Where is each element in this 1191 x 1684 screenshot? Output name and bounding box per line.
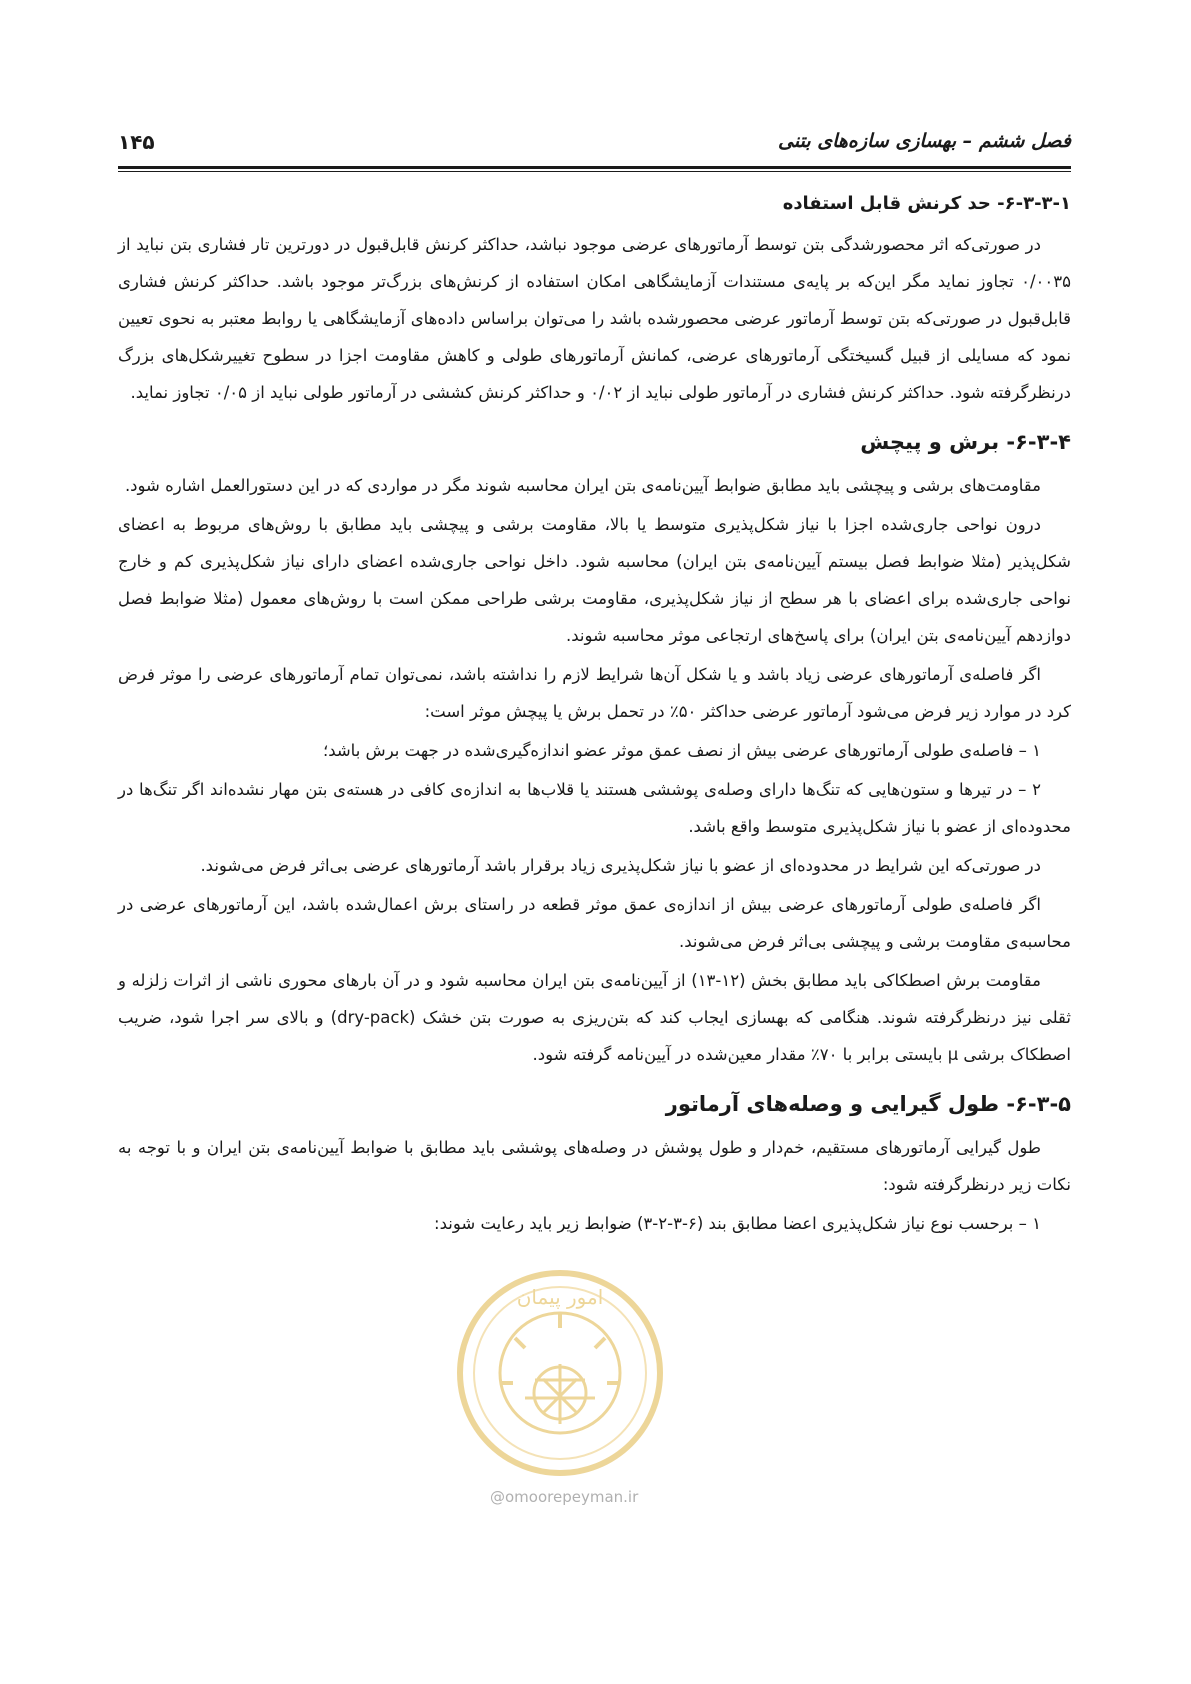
section-heading: ۶-۳-۴- برش و پیچش	[860, 430, 1071, 454]
section-development-length	[118, 1087, 1071, 1242]
paragraph: طول گیرایی آرماتورهای مستقیم، خم‌دار و طول پوشش در وصله‌های پوششی باید مطابق با ضوابط آیین‌نامه‌ی بتن ایران و با توجه به نکات زیر درنظرگرفته شود:	[118, 1138, 1071, 1194]
paragraph: در صورتی‌که اثر محصورشدگی بتن توسط آرماتورهای عرضی موجود نباشد، حداکثر کرنش قابل‌قبول در دورترین تار فشاری بتن نباید از ۰/۰۰۳۵ تجاوز نماید مگر این‌که بر پایه‌ی مستندات آزمایشگاهی امکان استفاده از کرنش‌های بزرگ‌تر موجود باشد. حداکثر کرنش فشاری قابل‌قبول در صورتی‌که بتن توسط آرماتور عرضی محصورشده باشد را می‌توان براساس داده‌های آزمایشگاهی یا روابط معتبر به نحوی تعیین نمود که مسایلی از قبیل گسیختگی آرماتورهای عرضی، کمانش آرماتورهای طولی و کاهش مقاومت اجزا در سطوح تغییرشکل‌های بزرگ درنظرگرفته شود. حداکثر کرنش فشاری در آرماتور طولی نباید از ۰/۰۲ و حداکثر کرنش کششی در آرماتور طولی نباید از ۰/۰۵ تجاوز نماید.	[118, 235, 1071, 402]
chapter-title: فصل ششم – بهسازی سازه‌های بتنی	[778, 130, 1071, 152]
header-divider	[118, 166, 1071, 169]
section-shear-torsion	[118, 425, 1071, 1073]
paragraph: اگر فاصله‌ی آرماتورهای عرضی زیاد باشد و یا شکل آن‌ها شرایط لازم را نداشته باشد، نمی‌توان تمام آرماتورهای عرضی را موثر فرض کرد در موارد زیر فرض می‌شود آرماتور عرضی حداکثر ۵۰٪ در تحمل برش یا پیچش موثر است:	[118, 665, 1071, 721]
section-heading: ۶-۳-۳-۱- حد کرنش قابل استفاده	[782, 193, 1071, 214]
section-strain-limit	[118, 188, 1071, 411]
list-item: ۱ – برحسب نوع نیاز شکل‌پذیری اعضا مطابق بند (۶-۳-۲-۳) ضوابط زیر باید رعایت شوند:	[434, 1214, 1041, 1233]
section-heading: ۶-۳-۵- طول گیرایی و وصله‌های آرماتور	[665, 1092, 1071, 1116]
watermark-url: @omoorepeyman.ir	[490, 1488, 639, 1506]
watermark-seal-text: امور پیمان	[516, 1285, 604, 1309]
page-number: ۱۴۵	[118, 130, 155, 154]
page-body	[118, 188, 1071, 1242]
paragraph: درون نواحی جاری‌شده اجزا با نیاز شکل‌پذیری متوسط یا بالا، مقاومت برشی و پیچشی باید مطابق با روش‌های مربوط به اعضای شکل‌پذیر (مثلا ضوابط فصل بیستم آیین‌نامه‌ی بتن ایران) محاسبه شود. داخل نواحی جاری‌شده اعضای دارای نیاز شکل‌پذیری کم و خارج نواحی جاری‌شده برای اعضای با هر سطح از نیاز شکل‌پذیری، مقاومت برشی طراحی ممکن است با روش‌های معمول (مثلا ضوابط فصل دوازدهم آیین‌نامه‌ی بتن ایران) برای پاسخ‌های ارتجاعی موثر محاسبه شوند.	[118, 515, 1071, 645]
watermark-seal-icon	[455, 1268, 665, 1478]
page-header	[118, 124, 1071, 164]
paragraph: در صورتی‌که این شرایط در محدوده‌ای از عضو با نیاز شکل‌پذیری زیاد برقرار باشد آرماتورهای عرضی بی‌اثر فرض می‌شوند.	[200, 856, 1041, 875]
paragraph: مقاومت‌های برشی و پیچشی باید مطابق ضوابط آیین‌نامه‌ی بتن ایران محاسبه شوند مگر در مواردی که در این دستورالعمل اشاره شود.	[124, 476, 1041, 495]
list-item: ۱ – فاصله‌ی طولی آرماتورهای عرضی بیش از نصف عمق موثر عضو اندازه‌گیری‌شده در جهت برش باشد؛	[322, 741, 1041, 760]
list-item: ۲ – در تیرها و ستون‌هایی که تنگ‌ها دارای وصله‌ی پوششی هستند یا قلاب‌ها به اندازه‌ی کافی در هسته‌ی بتن مهار نشده‌اند اگر تنگ‌ها در محدوده‌ای از عضو با نیاز شکل‌پذیری متوسط واقع باشد.	[118, 780, 1071, 836]
header-divider-thin	[118, 171, 1071, 172]
paragraph: مقاومت برش اصطکاکی باید مطابق بخش (۱۲-۱۳) از آیین‌نامه‌ی بتن ایران محاسبه شود و در آن بارهای محوری ناشی از اثرات زلزله و ثقلی نیز درنظرگرفته شوند. هنگامی که بهسازی ایجاب کند که بتن‌ریزی به صورت بتن خشک (dry-pack) و بالای سر اجرا شود، ضریب اصطکاک برشی μ بایستی برابر با ۷۰٪ مقدار معین‌شده در آیین‌نامه گرفته شود.	[118, 971, 1071, 1064]
paragraph: اگر فاصله‌ی طولی آرماتورهای عرضی بیش از اندازه‌ی عمق موثر قطعه در راستای برش اعمال‌شده باشد، این آرماتورهای عرضی در محاسبه‌ی مقاومت برشی و پیچشی بی‌اثر فرض می‌شوند.	[118, 895, 1071, 951]
